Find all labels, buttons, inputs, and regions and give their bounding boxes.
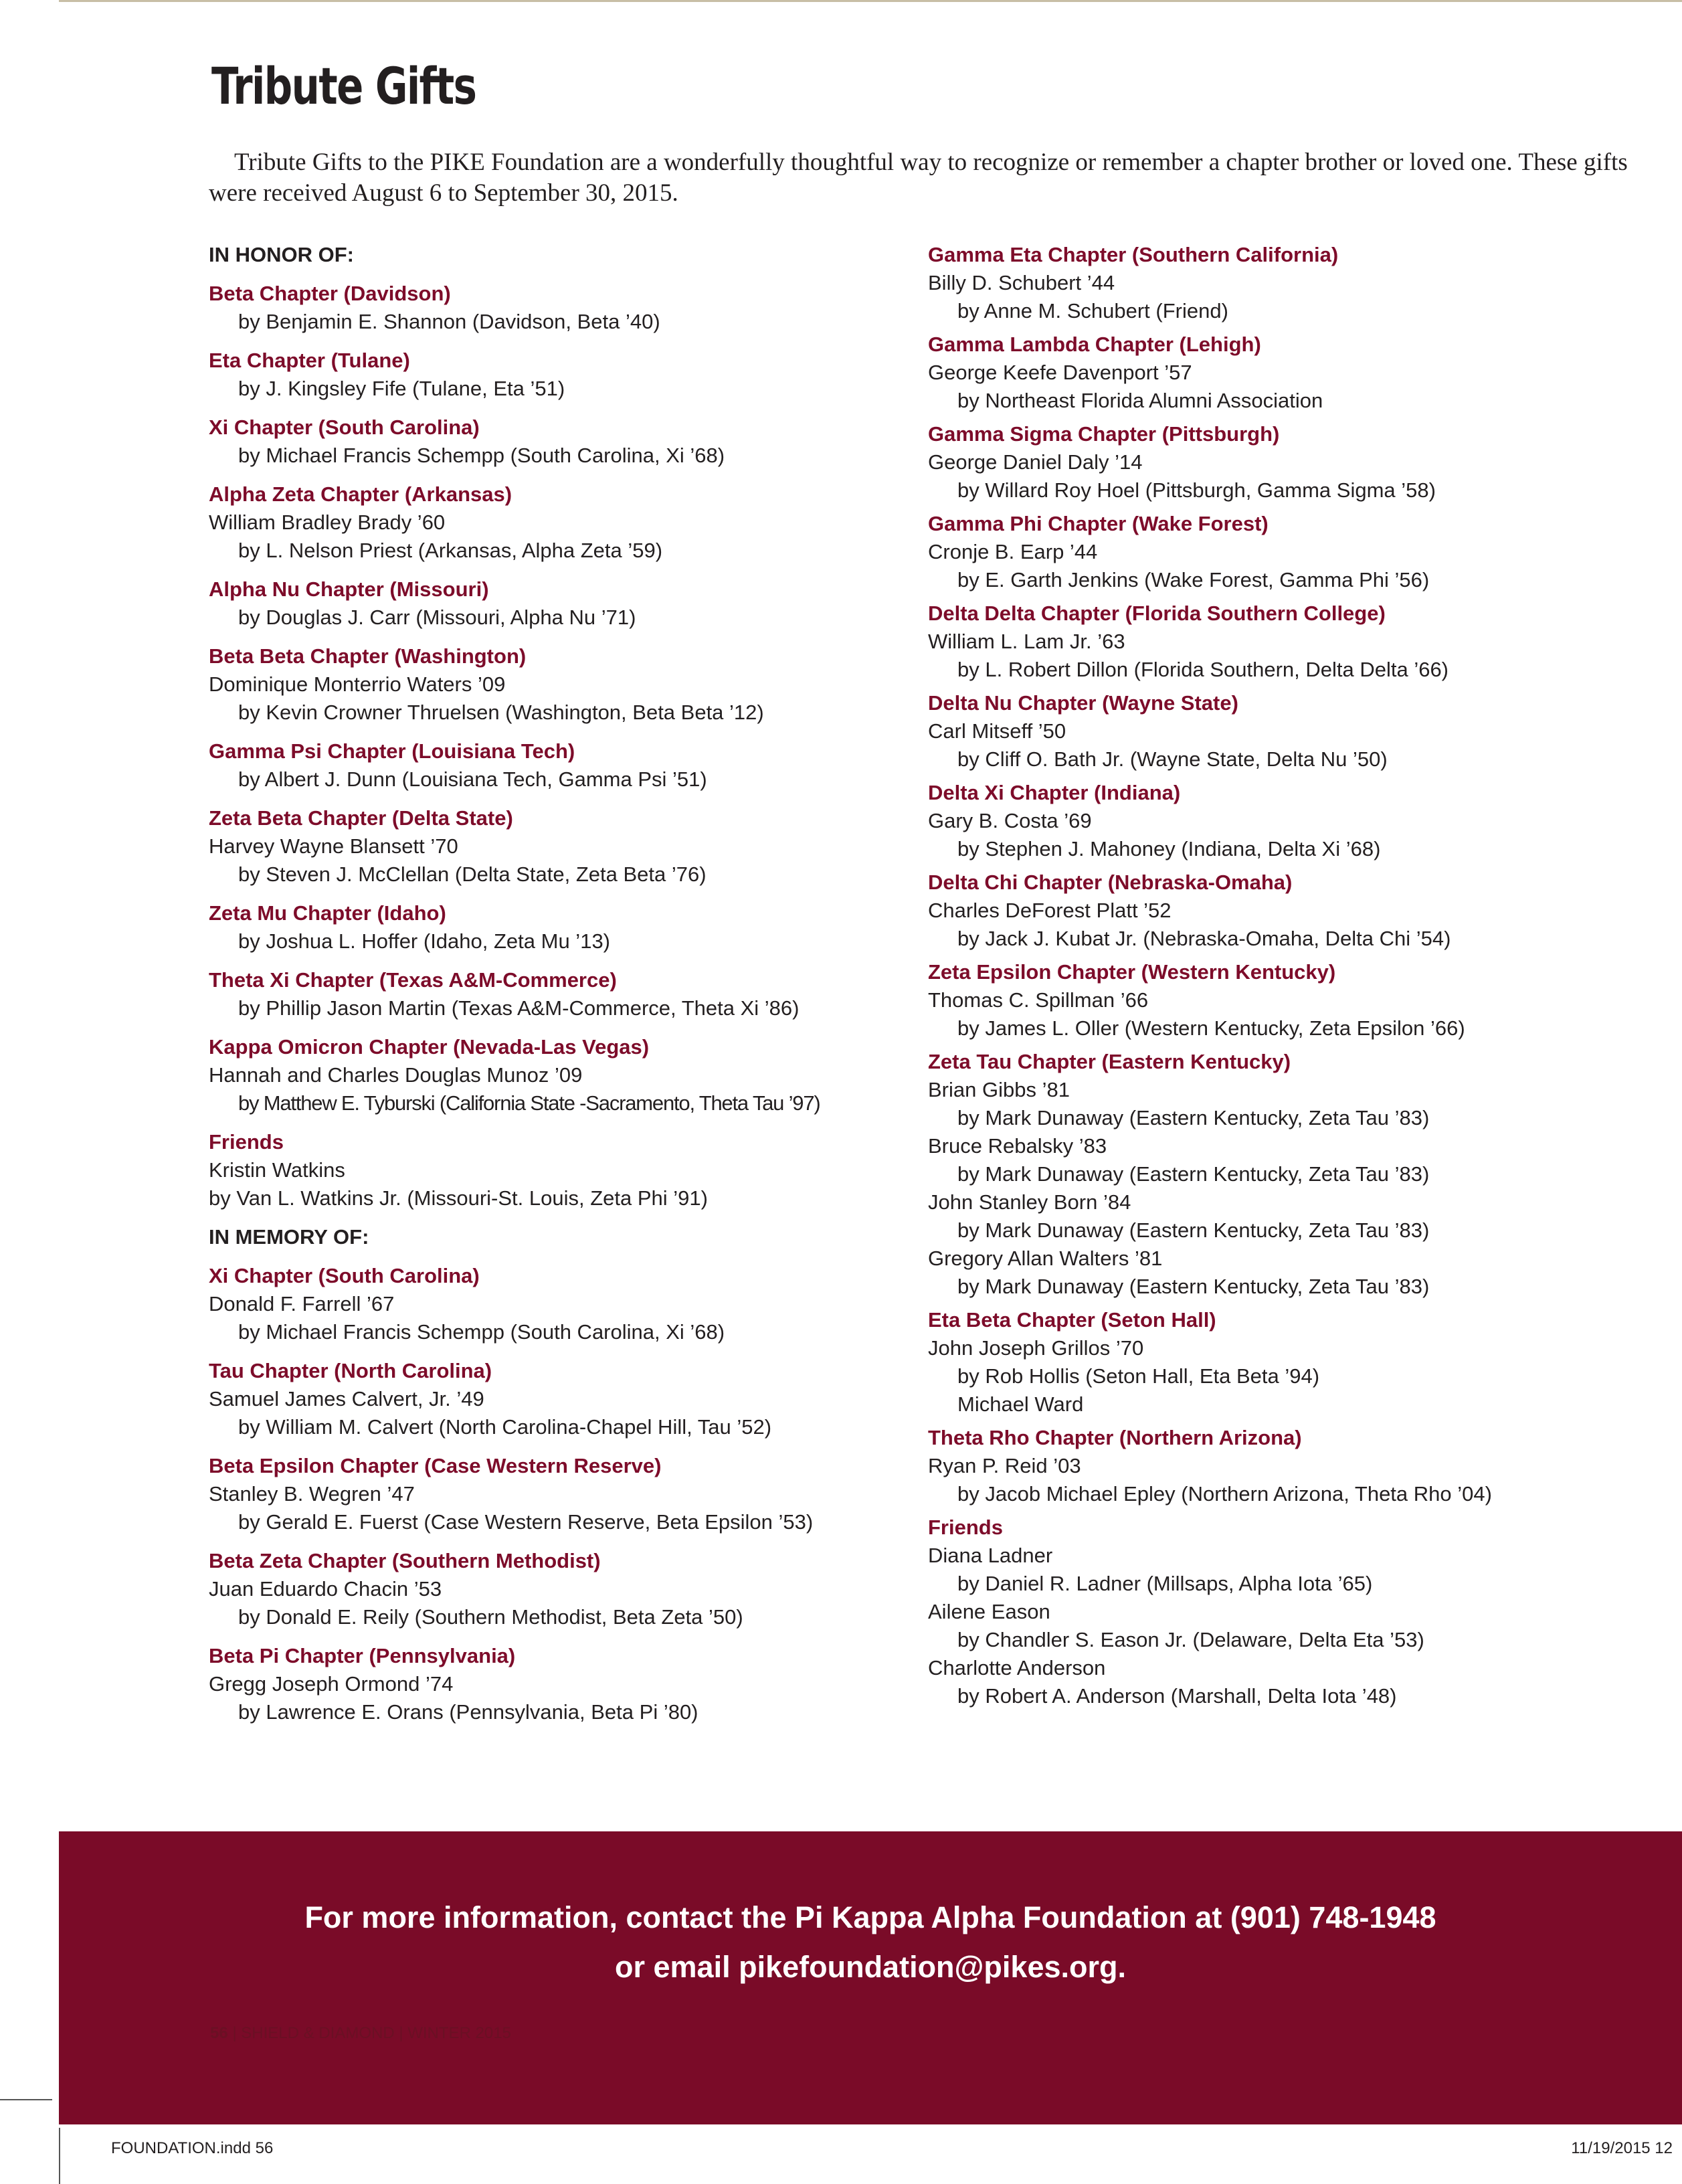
donor-line: by Northeast Florida Alumni Association: [957, 389, 1323, 412]
tribute-group: [209, 899, 891, 955]
tribute-group: [928, 600, 1657, 684]
chapter-heading: Delta Nu Chapter (Wayne State): [928, 691, 1238, 715]
honoree-line: Brian Gibbs ’81: [928, 1078, 1070, 1101]
chapter-heading: Beta Beta Chapter (Washington): [209, 644, 527, 668]
donor-line: by Jacob Michael Epley (Northern Arizona, Theta Rho ’04): [957, 1482, 1492, 1506]
honor-list: [209, 280, 891, 1212]
contact-band: [59, 1831, 1682, 2124]
donor-line: by Jack J. Kubat Jr. (Nebraska-Omaha, Delta Chi ’54): [957, 927, 1451, 950]
honoree-line: Ailene Eason: [928, 1600, 1050, 1623]
donor-line: by Michael Francis Schempp (South Carolina, Xi ’68): [238, 444, 725, 467]
honoree-line: Juan Eduardo Chacin ’53: [209, 1577, 442, 1601]
tribute-group: [928, 1306, 1657, 1419]
tribute-group: [209, 575, 891, 632]
chapter-heading: Xi Chapter (South Carolina): [209, 416, 480, 439]
honoree-line: George Daniel Daly ’14: [928, 450, 1143, 474]
donor-line: by Gerald E. Fuerst (Case Western Reserve, Beta Epsilon ’53): [238, 1510, 814, 1534]
chapter-heading: Friends: [928, 1516, 1003, 1539]
tribute-group: [209, 1547, 891, 1631]
donor-line: by Daniel R. Ladner (Millsaps, Alpha Iota ’65): [957, 1572, 1373, 1595]
memory-list: [209, 1262, 891, 1726]
donor-line: by Anne M. Schubert (Friend): [957, 299, 1228, 323]
chapter-heading: Delta Chi Chapter (Nebraska-Omaha): [928, 871, 1293, 894]
right-list: [928, 241, 1657, 1710]
tribute-group: [209, 1642, 891, 1726]
donor-line: by Matthew E. Tyburski (California State -Sacramento, Theta Tau ’97): [238, 1091, 820, 1115]
honoree-line: Gregg Joseph Ormond ’74: [209, 1672, 454, 1696]
page-title: Tribute Gifts: [211, 56, 476, 116]
donor-line: by Donald E. Reily (Southern Methodist, Beta Zeta ’50): [238, 1605, 743, 1629]
donor-line: by Michael Francis Schempp (South Carolina, Xi ’68): [238, 1320, 725, 1344]
memory-heading: IN MEMORY OF:: [209, 1225, 369, 1249]
donor-line: by Stephen J. Mahoney (Indiana, Delta Xi ’68): [957, 837, 1381, 860]
chapter-heading: Zeta Beta Chapter (Delta State): [209, 806, 513, 830]
chapter-heading: Gamma Sigma Chapter (Pittsburgh): [928, 422, 1280, 446]
chapter-heading: Zeta Tau Chapter (Eastern Kentucky): [928, 1050, 1291, 1073]
donor-line: by Lawrence E. Orans (Pennsylvania, Beta Pi ’80): [238, 1700, 698, 1724]
honor-heading: IN HONOR OF:: [209, 243, 354, 266]
crop-mark-v: [59, 2128, 60, 2184]
honoree-line: Harvey Wayne Blansett ’70: [209, 834, 458, 858]
folio: [210, 2024, 511, 2043]
donor-line: by Kevin Crowner Thruelsen (Washington, Beta Beta ’12): [238, 701, 764, 724]
honoree-line: Kristin Watkins: [209, 1158, 345, 1182]
tribute-group: [928, 331, 1657, 415]
chapter-heading: Friends: [209, 1130, 284, 1154]
top-rule: [59, 0, 1682, 2]
honoree-line: Gary B. Costa ’69: [928, 809, 1092, 832]
chapter-heading: Alpha Nu Chapter (Missouri): [209, 577, 489, 601]
folio-text: | SHIELD & DIAMOND | WINTER 2015: [227, 2024, 511, 2042]
right-column: [928, 241, 1657, 1716]
chapter-heading: Xi Chapter (South Carolina): [209, 1264, 480, 1287]
left-column: [209, 241, 891, 1737]
honoree-line: Stanley B. Wegren ’47: [209, 1482, 415, 1506]
tribute-group: [928, 869, 1657, 953]
tribute-group: [209, 280, 891, 336]
donor-line: by Mark Dunaway (Eastern Kentucky, Zeta Tau ’83): [957, 1162, 1430, 1186]
donor-line: by Douglas J. Carr (Missouri, Alpha Nu ’71): [238, 606, 636, 629]
honoree-line: Cronje B. Earp ’44: [928, 540, 1098, 563]
donor-line: by William M. Calvert (North Carolina-Chapel Hill, Tau ’52): [238, 1415, 772, 1439]
donor-line: by L. Robert Dillon (Florida Southern, Delta Delta ’66): [957, 658, 1449, 681]
donor-line: by Steven J. McClellan (Delta State, Zeta Beta ’76): [238, 862, 707, 886]
page-number: 56: [210, 2024, 228, 2042]
intro-paragraph: Tribute Gifts to the PIKE Foundation are a wonderfully thoughtful way to recognize or remember a chapter brother or loved one. These gifts were received August 6 to September 30, 2015.: [209, 149, 1628, 207]
donor-line: by Albert J. Dunn (Louisiana Tech, Gamma Psi ’51): [238, 767, 707, 791]
slug-file: FOUNDATION.indd 56: [111, 2139, 274, 2157]
tribute-group: [928, 779, 1657, 863]
chapter-heading: Delta Xi Chapter (Indiana): [928, 781, 1181, 804]
tribute-group: [928, 1048, 1657, 1301]
honoree-line: John Joseph Grillos ’70: [928, 1336, 1144, 1360]
contact-text: [59, 1893, 1682, 1992]
chapter-heading: Delta Delta Chapter (Florida Southern College): [928, 602, 1386, 625]
honoree-line: Ryan P. Reid ’03: [928, 1454, 1081, 1477]
chapter-heading: Beta Chapter (Davidson): [209, 282, 451, 305]
tribute-group: [209, 966, 891, 1022]
honoree-line: Gregory Allan Walters ’81: [928, 1247, 1163, 1270]
donor-line: by Van L. Watkins Jr. (Missouri-St. Louis, Zeta Phi ’91): [209, 1186, 708, 1210]
donor-line: by Joshua L. Hoffer (Idaho, Zeta Mu ’13): [238, 929, 611, 953]
tribute-group: [209, 1262, 891, 1346]
honoree-line: Bruce Rebalsky ’83: [928, 1134, 1107, 1158]
honoree-line: Thomas C. Spillman ’66: [928, 988, 1149, 1012]
honoree-line: Donald F. Farrell ’67: [209, 1292, 395, 1315]
tribute-group: [928, 1424, 1657, 1508]
slug-date: 11/19/2015 12: [1571, 2139, 1673, 2157]
honoree-line: Billy D. Schubert ’44: [928, 271, 1115, 294]
honoree-line: John Stanley Born ’84: [928, 1190, 1131, 1214]
honoree-line: Carl Mitseff ’50: [928, 719, 1066, 743]
tribute-group: [209, 1452, 891, 1536]
contact-line-2: or email pikefoundation@pikes.org.: [615, 1950, 1126, 1984]
honoree-line: William L. Lam Jr. ’63: [928, 630, 1125, 653]
chapter-heading: Alpha Zeta Chapter (Arkansas): [209, 482, 512, 506]
chapter-heading: Eta Beta Chapter (Seton Hall): [928, 1308, 1216, 1332]
donor-line: by James L. Oller (Western Kentucky, Zeta Epsilon ’66): [957, 1016, 1465, 1040]
chapter-heading: Eta Chapter (Tulane): [209, 349, 410, 372]
contact-line-1: For more information, contact the Pi Kappa Alpha Foundation at (901) 748-1948: [304, 1900, 1436, 1934]
donor-line: by Mark Dunaway (Eastern Kentucky, Zeta Tau ’83): [957, 1106, 1430, 1129]
chapter-heading: Beta Epsilon Chapter (Case Western Reserve): [209, 1454, 662, 1477]
tribute-group: [209, 480, 891, 565]
donor-line: by L. Nelson Priest (Arkansas, Alpha Zeta ’59): [238, 539, 663, 562]
tribute-group: [928, 689, 1657, 774]
donor-line: by Cliff O. Bath Jr. (Wayne State, Delta Nu ’50): [957, 747, 1388, 771]
chapter-heading: Zeta Mu Chapter (Idaho): [209, 901, 446, 925]
tribute-group: [928, 1514, 1657, 1710]
chapter-heading: Beta Zeta Chapter (Southern Methodist): [209, 1549, 601, 1572]
donor-line: by Benjamin E. Shannon (Davidson, Beta ’40): [238, 310, 660, 333]
print-slug: [0, 2124, 1682, 2184]
honoree-line: Dominique Monterrio Waters ’09: [209, 672, 506, 696]
tribute-group: [928, 958, 1657, 1042]
chapter-heading: Kappa Omicron Chapter (Nevada-Las Vegas): [209, 1035, 650, 1059]
tribute-group: [209, 1357, 891, 1441]
donor-line: by J. Kingsley Fife (Tulane, Eta ’51): [238, 377, 565, 400]
tribute-group: [209, 642, 891, 727]
chapter-heading: Gamma Phi Chapter (Wake Forest): [928, 512, 1269, 535]
crop-mark-h: [0, 2099, 52, 2100]
donor-line: by Chandler S. Eason Jr. (Delaware, Delta Eta ’53): [957, 1628, 1424, 1651]
honoree-line: George Keefe Davenport ’57: [928, 361, 1192, 384]
chapter-heading: Gamma Psi Chapter (Louisiana Tech): [209, 739, 575, 763]
chapter-heading: Theta Xi Chapter (Texas A&M-Commerce): [209, 968, 617, 992]
tribute-group: [209, 1128, 891, 1212]
chapter-heading: Gamma Lambda Chapter (Lehigh): [928, 333, 1261, 356]
honoree-line: Charles DeForest Platt ’52: [928, 899, 1172, 922]
honoree-line: Samuel James Calvert, Jr. ’49: [209, 1387, 484, 1410]
honoree-line: Diana Ladner: [928, 1544, 1053, 1567]
chapter-heading: Beta Pi Chapter (Pennsylvania): [209, 1644, 516, 1667]
chapter-heading: Theta Rho Chapter (Northern Arizona): [928, 1426, 1302, 1449]
tribute-group: [209, 737, 891, 794]
donor-line: by Phillip Jason Martin (Texas A&M-Commerce, Theta Xi ’86): [238, 996, 800, 1020]
honoree-line: Charlotte Anderson: [928, 1656, 1106, 1679]
tribute-group: [209, 347, 891, 403]
tribute-group: [928, 420, 1657, 505]
tribute-group: [209, 414, 891, 470]
chapter-heading: Tau Chapter (North Carolina): [209, 1359, 492, 1382]
donor-line: by Rob Hollis (Seton Hall, Eta Beta ’94): [957, 1364, 1320, 1388]
honoree-line: Hannah and Charles Douglas Munoz ’09: [209, 1063, 583, 1087]
honoree-line: Michael Ward: [957, 1392, 1084, 1416]
donor-line: by E. Garth Jenkins (Wake Forest, Gamma Phi ’56): [957, 568, 1430, 592]
chapter-heading: Gamma Eta Chapter (Southern California): [928, 243, 1339, 266]
donor-line: by Mark Dunaway (Eastern Kentucky, Zeta Tau ’83): [957, 1275, 1430, 1298]
donor-line: by Willard Roy Hoel (Pittsburgh, Gamma Sigma ’58): [957, 478, 1436, 502]
honoree-line: William Bradley Brady ’60: [209, 511, 446, 534]
donor-line: by Mark Dunaway (Eastern Kentucky, Zeta Tau ’83): [957, 1218, 1430, 1242]
tribute-group: [928, 510, 1657, 594]
tribute-group: [209, 804, 891, 889]
tribute-group: [209, 1033, 891, 1117]
donor-line: by Robert A. Anderson (Marshall, Delta Iota ’48): [957, 1684, 1397, 1708]
chapter-heading: Zeta Epsilon Chapter (Western Kentucky): [928, 960, 1336, 984]
tribute-group: [928, 241, 1657, 325]
